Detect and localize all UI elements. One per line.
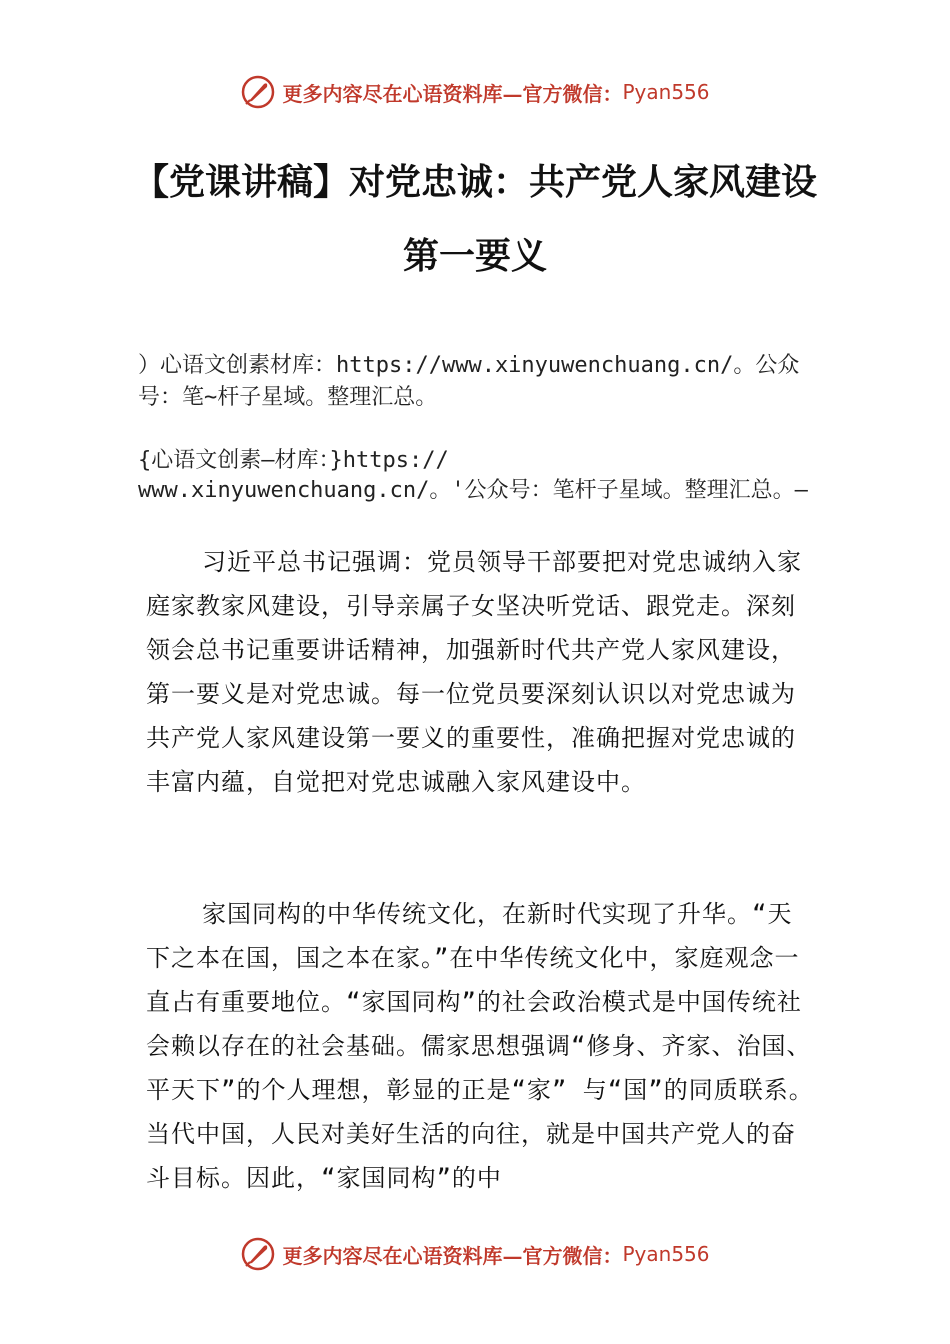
document-title-line-1: 【党课讲稿】对党忠诚：共产党人家风建设: [132, 161, 817, 203]
source-note-2: {心语文创素—材库：}https:// www.xinyuwenchuang.cn/。'公众号：笔杆子星域。整理汇总。—: [138, 448, 808, 503]
banner-text: 更多内容尽在心语资料库—官方微信：: [282, 81, 623, 106]
quill-pen-logo-icon: [240, 74, 276, 110]
document-title-line-2: 第一要义: [402, 235, 547, 277]
wechat-id: Pyan556: [622, 80, 710, 104]
body-paragraph: 习近平总书记强调：党员领导干部要把对党忠诚纳入家庭家教家风建设，引导亲属子女坚决听党话、跟党走。深刻领会总书记重要讲话精神，加强新时代共产党人家风建设，第一要义是对党忠诚。每一位党员要深刻认识以对党忠诚为共产党人家风建设第一要义的重要性，准确把握对党忠诚的丰富内蕴，自觉把对党忠诚融入家风建设中。: [146, 548, 802, 796]
footer-banner: [0, 1234, 950, 1274]
quill-pen-logo-icon: [240, 1236, 276, 1272]
banner-text: 更多内容尽在心语资料库—官方微信：: [282, 1243, 623, 1268]
wechat-id: Pyan556: [622, 1242, 710, 1266]
body-paragraph: 家国同构的中华传统文化，在新时代实现了升华。“天下之本在国，国之本在家。”在中华传统文化中，家庭观念一直占有重要地位。“家国同构”的社会政治模式是中国传统社会赖以存在的社会基础。儒家思想强调“修身、齐家、治国、平天下”的个人理想，彰显的正是“家” 与“国”的同质联系。当代中国，人民对美好生活的向往，就是中国共产党人的奋斗目标。因此，“家国同构”的中: [146, 900, 814, 1192]
header-banner: [0, 72, 950, 112]
source-note-1: ）心语文创素材库：https://www.xinyuwenchuang.cn/。公众号：笔~杆子星域。整理汇总。: [138, 353, 800, 410]
